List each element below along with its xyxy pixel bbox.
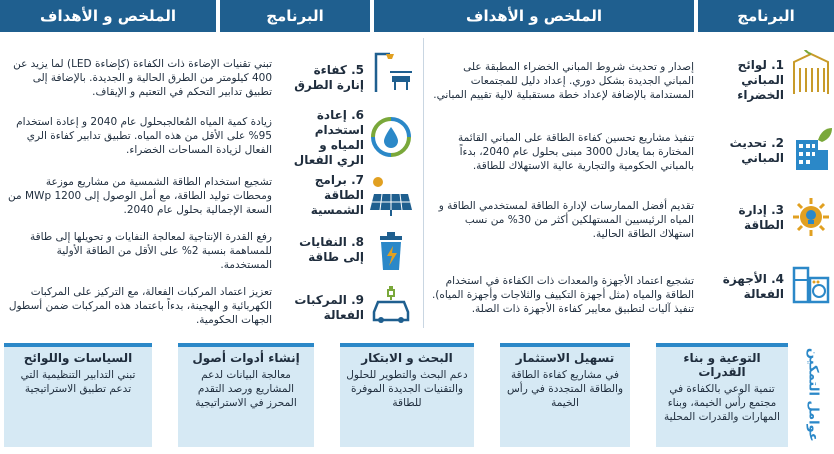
program-6-name: 6. إعادة استخدام المياه و الري الفعال — [293, 108, 364, 167]
electric-car-icon — [368, 282, 414, 328]
program-2-desc: تنفيذ مشاريع تحسين كفاءة الطاقة على المباني القائمة المختارة بما يعادل 3000 مبنى بحلول عام 2040، بدءاً بالمباني الحكومية والتجارية عالية الاستهلاك للطاقة. — [458, 132, 694, 172]
street-light-icon — [368, 48, 414, 94]
program-8-name: 8. النفايات إلى طاقة — [299, 235, 364, 264]
enabler-card-tools: إنشاء أدوات أصول معالجة البيانات لدعم المشاريع ورصد التقدم المحرز في الاستراتيجية — [178, 343, 314, 447]
program-6-desc: زيادة كمية المياه المُعالجبحلول عام 2040 و إعادة استخدام 95% على الأقل من هذه المياه. تطبيق تدابير كفاءة الري الفعال لزيادة المساحات الخضراء. — [16, 116, 272, 156]
program-9-name: 9. المركبات الفعالة — [294, 293, 364, 322]
lightbulb-gear-icon — [788, 194, 834, 240]
program-7-desc: تشجيع استخدام الطاقة الشمسية من مشاريع موزعة ومحطات توليد الطاقة، مع أمل الوصول إلى 1200 MWp من السعة الإجمالية بحلول عام 2040. — [8, 176, 272, 216]
enabler-card-research: البحث و الابتكار دعم البحث والتطوير للحلول والتقنيات الجديدة الموفرة للطاقة — [340, 343, 474, 447]
building-regulations-icon — [788, 50, 834, 96]
right-program-header: البرنامج — [698, 0, 834, 32]
enabler-card-awareness: التوعية و بناء القدرات تنمية الوعي بالكفاءة في مجتمع رأس الخيمة، وبناء المهارات والقدرات المحلية — [656, 343, 788, 447]
column-divider — [423, 38, 424, 328]
program-5-desc: تبني تقنيات الإضاءة ذات الكفاءة (كإضاءة LED) لما يزيد عن 400 كيلومتر من الطرق الحالية و الجديدة. بالإضافة إلى تطبيق تدابير التحكم في التعتيم و الإيقاف. — [13, 58, 272, 98]
program-1-name: 1. لوائح المباني الخضراء — [737, 57, 784, 102]
waste-bin-icon — [368, 228, 414, 274]
left-program-header: البرنامج — [220, 0, 370, 32]
enabler-card-policies: السياسات واللوائح تبني التدابير التنظيمية التي تدعم تطبيق الاستراتيجية — [4, 343, 152, 447]
program-9-desc: تعزيز اعتماد المركبات الفعالة، مع التركيز على المركبات الكهربائية و الهجينة، بدءاً باعتماد هذه المركبات ضمن أسطول الجهات الحكومية. — [8, 286, 272, 326]
program-2-name: 2. تحديث المباني — [729, 136, 784, 165]
right-summary-header: الملخص و الأهداف — [374, 0, 694, 32]
program-3-name: 3. إدارة الطاقة — [738, 203, 784, 232]
enablers-label: عوامل التمكين — [805, 348, 821, 442]
program-3-desc: تقديم أفضل الممارسات لإدارة الطاقة لمستخدمي الطاقة و المياه الرئيسيين المستهلكين أكثر من 30% من نسب استهلاك الطاقة الحالية. — [438, 200, 694, 240]
program-5-name: 5. كفاءة إنارة الطرق — [294, 63, 364, 92]
program-8-desc: رفع القدرة الإنتاجية لمعالجة النفايات و تحويلها إلى طاقة للمساهمة بنسبة 2% على الأقل من الطاقة الأولية المستخدمة. — [29, 231, 272, 271]
left-summary-header: الملخص و الأهداف — [0, 0, 216, 32]
program-7-name: 7. برامج الطاقة الشمسية — [310, 172, 364, 217]
appliances-icon — [788, 262, 834, 308]
program-4-desc: تشجيع اعتماد الأجهزة والمعدات ذات الكفاءة في استخدام الطاقة والمياه (مثل أجهزة التكييف والثلاجات وأجهزة المياه). تنفيذ آليات لتطبيق معايير كفاءة الأجهزة ذات الصلة. — [431, 275, 694, 315]
water-recycle-icon — [368, 114, 414, 160]
building-retrofit-icon — [788, 126, 834, 172]
solar-panel-icon — [368, 172, 414, 218]
program-4-name: 4. الأجهزة الفعالة — [722, 272, 784, 301]
program-1-desc: إصدار و تحديث شروط المباني الخضراء المطبقة على المباني الجديدة بشكل دوري. إعداد دليل للمجتمعات المستدامة بالإضافة لإعداد خطة مستقبلية لالية تقييم المباني. — [433, 61, 694, 101]
enabler-card-investment: تسهيل الاستثمار في مشاريع كفاءة الطاقة والطاقة المتجددة في رأس الخيمة — [500, 343, 630, 447]
